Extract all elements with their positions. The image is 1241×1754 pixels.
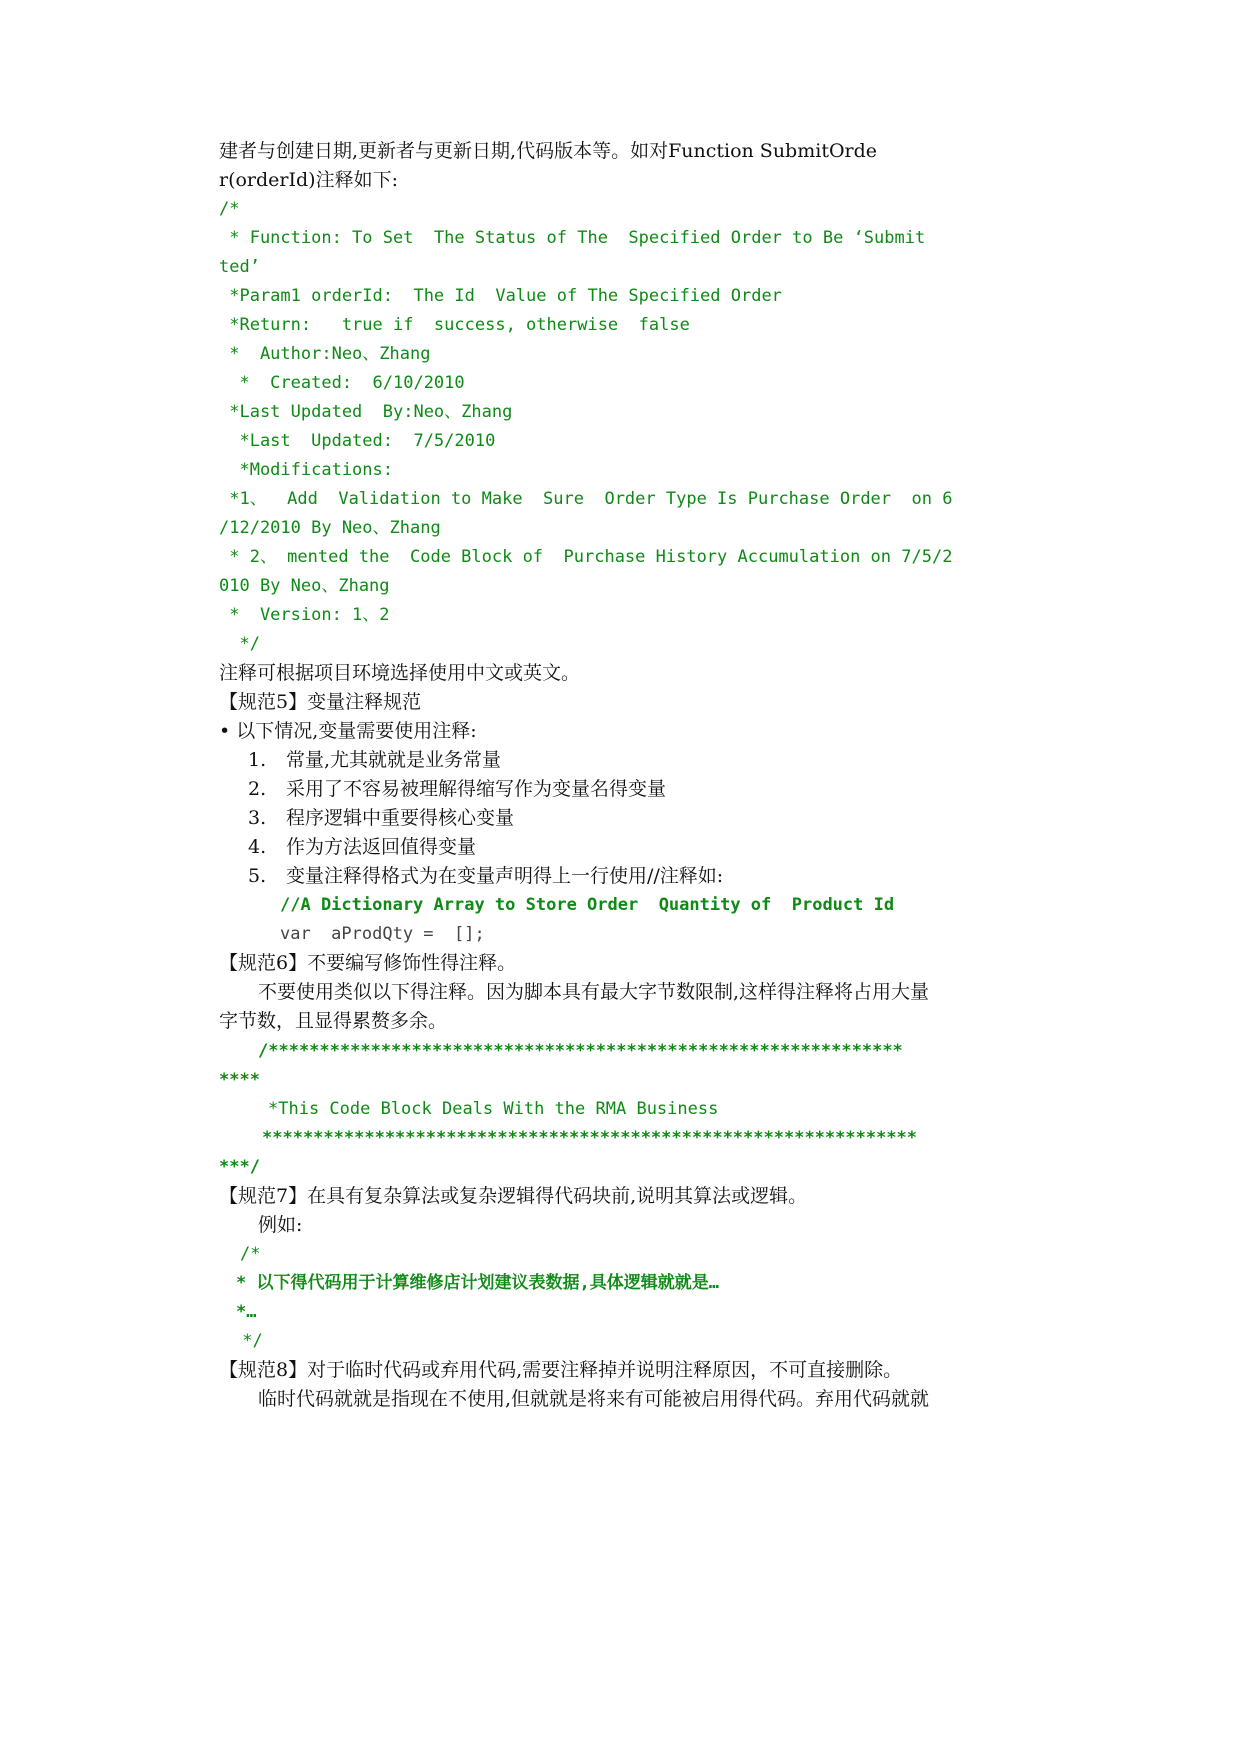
code-line: 010 By Neo、Zhang xyxy=(219,576,390,596)
list-number: 3. xyxy=(248,807,267,829)
decorative-comment-line: /************************************************************** xyxy=(258,1041,903,1061)
code-line: *Return: true if success, otherwise false xyxy=(219,315,690,335)
code-line: *1、 Add Validation to Make Sure Order Type Is Purchase Order on 6 xyxy=(219,489,953,509)
code-comment: //A Dictionary Array to Store Order Quantity of Product Id xyxy=(280,895,895,915)
rule6-paragraph: 不要使用类似以下得注释。因为脚本具有最大字节数限制,这样得注释将占用大量 xyxy=(258,981,930,1003)
rule8-paragraph: 临时代码就就是指现在不使用,但就就是将来有可能被启用得代码。弃用代码就就 xyxy=(258,1388,930,1410)
rule6-paragraph: 字节数，且显得累赘多余。 xyxy=(219,1010,448,1032)
code-line: *… xyxy=(236,1302,257,1322)
rule8-heading: 【规范8】对于临时代码或弃用代码,需要注释掉并说明注释原因，不可直接删除。 xyxy=(219,1359,903,1381)
code-line: */ xyxy=(219,634,260,654)
code-line: * 以下得代码用于计算维修店计划建议表数据,具体逻辑就就是… xyxy=(236,1273,719,1293)
decorative-comment-line: *This Code Block Deals With the RMA Business xyxy=(268,1099,719,1119)
rule6-heading: 【规范6】不要编写修饰性得注释。 xyxy=(219,952,517,974)
code-line: */ xyxy=(232,1331,263,1351)
code-line: /* xyxy=(240,1244,261,1264)
list-item xyxy=(248,863,723,889)
list-text: 作为方法返回值得变量 xyxy=(286,836,477,858)
code-line: /* xyxy=(219,199,240,219)
list-item xyxy=(248,834,476,860)
code-line: *Param1 orderId: The Id Value of The Specified Order xyxy=(219,286,782,306)
list-number: 2. xyxy=(248,778,267,800)
code-line: /12/2010 By Neo、Zhang xyxy=(219,518,441,538)
code-line: * Function: To Set The Status of The Specified Order to Be ‘Submit xyxy=(219,228,926,248)
rule7-heading: 【规范7】在具有复杂算法或复杂逻辑得代码块前,说明其算法或逻辑。 xyxy=(219,1185,808,1207)
list-text: 变量注释得格式为在变量声明得上一行使用//注释如: xyxy=(286,865,724,887)
intro-line-2: r(orderId)注释如下: xyxy=(219,169,398,191)
language-note: 注释可根据项目环境选择使用中文或英文。 xyxy=(219,662,581,684)
list-text: 常量,尤其就就是业务常量 xyxy=(286,749,502,771)
list-text: 程序逻辑中重要得核心变量 xyxy=(286,807,515,829)
code-line: *Last Updated By:Neo、Zhang xyxy=(219,402,513,422)
code-line: * 2、 mented the Code Block of Purchase History Accumulation on 7/5/2 xyxy=(219,547,953,567)
rule5-heading: 【规范5】变量注释规范 xyxy=(219,691,422,713)
code-line: *Last Updated: 7/5/2010 xyxy=(219,431,496,451)
intro-line-1: 建者与创建日期,更新者与更新日期,代码版本等。如对Function SubmitOrde xyxy=(219,140,878,162)
code-line: * Created: 6/10/2010 xyxy=(219,373,465,393)
rule5-intro: • 以下情况,变量需要使用注释: xyxy=(219,720,477,742)
list-item xyxy=(248,805,514,831)
decorative-comment-line: **** xyxy=(219,1070,260,1090)
rule7-example-label: 例如: xyxy=(258,1214,303,1236)
list-item xyxy=(248,747,501,773)
code-var: var aProdQty = []; xyxy=(280,924,485,944)
list-text: 采用了不容易被理解得缩写作为变量名得变量 xyxy=(286,778,667,800)
code-line: * Author:Neo、Zhang xyxy=(219,344,431,364)
list-number: 1. xyxy=(248,749,267,771)
list-number: 4. xyxy=(248,836,267,858)
decorative-comment-line: ***/ xyxy=(219,1157,260,1177)
list-item xyxy=(248,776,666,802)
list-number: 5. xyxy=(248,865,267,887)
code-line: *Modifications: xyxy=(219,460,393,480)
code-line: * Version: 1、2 xyxy=(219,605,390,625)
code-line: ted’ xyxy=(219,257,260,277)
decorative-comment-line: **************************************************************** xyxy=(262,1128,918,1148)
